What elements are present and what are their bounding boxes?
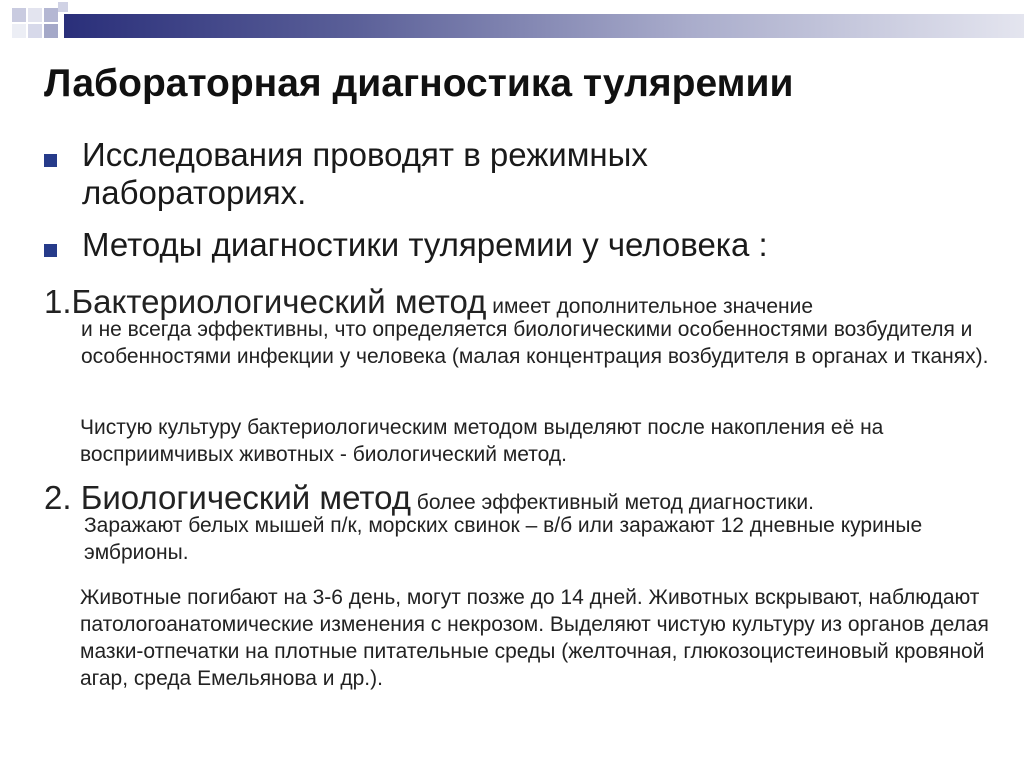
slide-title: Лабораторная диагностика туляремии	[44, 62, 794, 105]
method-heading: 2. Биологический метод	[44, 479, 411, 516]
deco-square	[12, 24, 26, 38]
header-gradient-bar	[64, 14, 1024, 38]
deco-square	[44, 24, 58, 38]
bullet-line: Исследования проводят в режимных	[82, 136, 648, 173]
deco-square	[28, 8, 42, 22]
method-heading: 1.Бактериологический метод	[44, 283, 487, 320]
bullet-text: Методы диагностики туляремии у человека :	[82, 226, 768, 263]
bullet-line: лабораториях.	[82, 174, 307, 211]
method-note: Животные погибают на 3-6 день, могут позже до 14 дней. Животных вскрывают, наблюдают патологоанатомические изменения с некрозом. Выделяют чистую культуру из органов делая мазки-отпечатки на плотные питательные среды (желточная, глюкозоцистеиновый кровяной агар, среда Емельянова и др.).	[80, 586, 989, 690]
method-note: Чистую культуру бактериологическим методом выделяют после накопления её на восприимчивых животных - биологический метод.	[80, 416, 884, 466]
deco-square	[28, 24, 42, 38]
deco-square	[44, 8, 58, 22]
deco-square	[12, 8, 26, 22]
deco-square	[58, 2, 68, 12]
square-bullet-icon	[44, 244, 57, 257]
method-lead: имеет дополнительное значение	[486, 295, 814, 318]
method-bacteriological	[44, 282, 1004, 370]
method-description: и не всегда эффективны, что определяется биологическими особенностями возбудителя и особенностями инфекции у человека (малая концентрация возбудителя в органах и тканях).	[81, 318, 989, 368]
square-bullet-icon	[44, 154, 57, 167]
method-description: Заражают белых мышей п/к, морских свинок – в/б или заражают 12 дневные куриные эмбрионы.	[84, 514, 923, 564]
method-lead: более эффективный метод диагностики.	[410, 491, 814, 514]
bullet-text	[82, 136, 982, 212]
method-biological	[44, 478, 1004, 566]
